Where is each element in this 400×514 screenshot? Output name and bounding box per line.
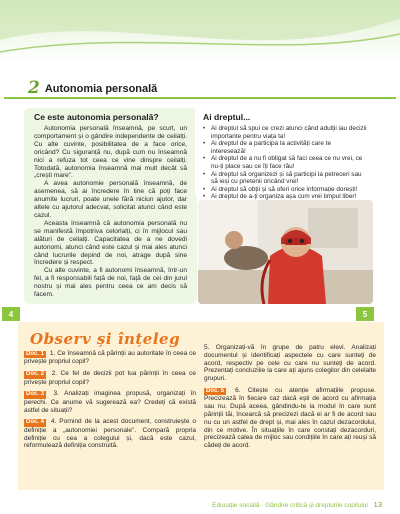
question-text: 3. Analizați imaginea propusă, organizați în perechi. Ce anume vă sugerează ea? Credeți că există astfel de situații?: [24, 390, 196, 414]
question-text: 2. Ce fel de decizii pot lua părinții în ceea ce privește propriul copil?: [24, 370, 197, 386]
paragraph: Autonomia personală înseamnă, pe scurt, un comportament și o gândire independente de ceilalți. Cu alte cuvinte, posibilitatea de a face orice, oricând? Cu siguranță nu, după cum nu înseamnă nici a refuza tot ceea ce vine dinspre ceilalți. Totodată, autonomia înseamnă mai mult decât să „crești mare”.: [34, 125, 187, 180]
doc-badge: Doc. 4: [26, 419, 45, 426]
question-item: [24, 370, 196, 386]
right-panel-title: Ai dreptul...: [203, 112, 251, 122]
page-footer: [212, 500, 382, 509]
questions-right-column: [204, 344, 376, 454]
question-text: 5. Organizați-vă în grupe de patru elevi. Analizați documentul și identificați aspectele cu care sunteți de acord, respectiv pe cele cu care nu sunteți de acord. Prezentați concluziile la care ați ajuns colegilor din celelalte grupuri.: [204, 344, 376, 383]
footer-page-number: 13: [373, 500, 382, 509]
list-item: • Ai dreptul să obții și să oferi orice informație dorești!: [203, 186, 367, 194]
question-text: 1. Ce înseamnă că părinții au autoritate în ceea ce privește propriul copil?: [24, 350, 196, 366]
child-superhero-photo: [198, 200, 373, 304]
paragraph: Aceasta înseamnă că autonomia personală nu se manifestă împotriva celorlalți, ci în mijlocul sau alături de ceilalți. Capacitatea de a ne dovedi autonomi, atunci când este cazul și mai ales atunci când lucrurile depind de noi, atrage după sine încredere și respect.: [34, 219, 187, 267]
doc-badge: Doc. 2: [26, 371, 45, 378]
doc-badge: Doc. 1: [26, 351, 45, 357]
section-title: Autonomia personală: [44, 82, 158, 95]
question-item: [24, 418, 196, 450]
list-item: • Ai dreptul de a nu fi obligat să faci ceea ce nu vrei, ce nu-ți place sau ce îți face rău!: [203, 155, 367, 170]
observe-understand-section: [18, 322, 384, 490]
photo-illustration: [198, 200, 373, 304]
paragraph: A avea autonomie personală înseamnă, de asemenea, să ai încredere în tine că poți face anumite lucruri, poate unele fără niciun ajutor, dar altele cu ajutorul adecvat, solicitat atunci când este cazul.: [34, 180, 187, 219]
question-item: [24, 350, 196, 366]
section-number: 2: [28, 78, 40, 98]
question-item: [204, 387, 376, 450]
page-number-left: 4: [2, 307, 20, 321]
section-header: [4, 80, 396, 99]
rights-panel: [195, 108, 373, 199]
question-item: [24, 390, 196, 414]
wave-decoration: [0, 0, 400, 62]
question-text: 6. Citește cu atenție afirmațiile propuse. Precizează în fiecare caz dacă ești de acord cu afirmația sau nu. După aceea, gândindu-te la modul în care sunt părinții tăi, încearcă să precizezi dacă ei ar fi de acord sau nu cu un astfel de drept și, mai ales în cazul dezacordului, din ce motive. În situațiile în care constați dezacorduri, precizează calea de mijloc sau condițiile în care ați reuși să cădeți de acord.: [204, 386, 376, 450]
observe-title: Observ și înțeleg: [30, 330, 181, 348]
top-decorative-band: [0, 0, 400, 62]
question-text: 4. Pornind de la acest document, construiește o definiție a „autonomiei personale”. Compară propria definiție cu cea a colegului și, dacă este cazul, reformulează definiția construită.: [24, 418, 196, 450]
page-number-right: 5: [356, 307, 374, 321]
doc-badge: Doc. 3: [26, 391, 45, 398]
list-item: • Ai dreptul de a participa la activități care te interesează!: [203, 140, 367, 155]
autonomy-definition-panel: [24, 108, 197, 304]
paragraph: Cu alte cuvinte, a fi autonomi înseamnă, într-un fel, a fi responsabili față de noi, față de cei din jurul nostru și mai ales pentru ceea ce am decis să facem.: [34, 267, 187, 299]
questions-left-column: [24, 350, 196, 454]
doc-badge: Doc. 5: [206, 387, 225, 394]
list-item: • Ai dreptul să spui ce crezi atunci când adulții iau decizii importante pentru viața ta!: [203, 125, 367, 140]
rights-list: [203, 125, 367, 209]
footer-text: Educație socială · Gândire critică și drepturile copilului: [212, 502, 368, 509]
left-panel-title: Ce este autonomia personală?: [34, 112, 159, 122]
list-item: • Ai dreptul să organizezi și să participi la petreceri sau să ieși cu prietenii oricând vrei!: [203, 171, 367, 186]
list-item: • Ai dreptul de a-ți organiza așa cum vrei timpul liber!: [203, 193, 367, 201]
question-item: [204, 344, 376, 383]
